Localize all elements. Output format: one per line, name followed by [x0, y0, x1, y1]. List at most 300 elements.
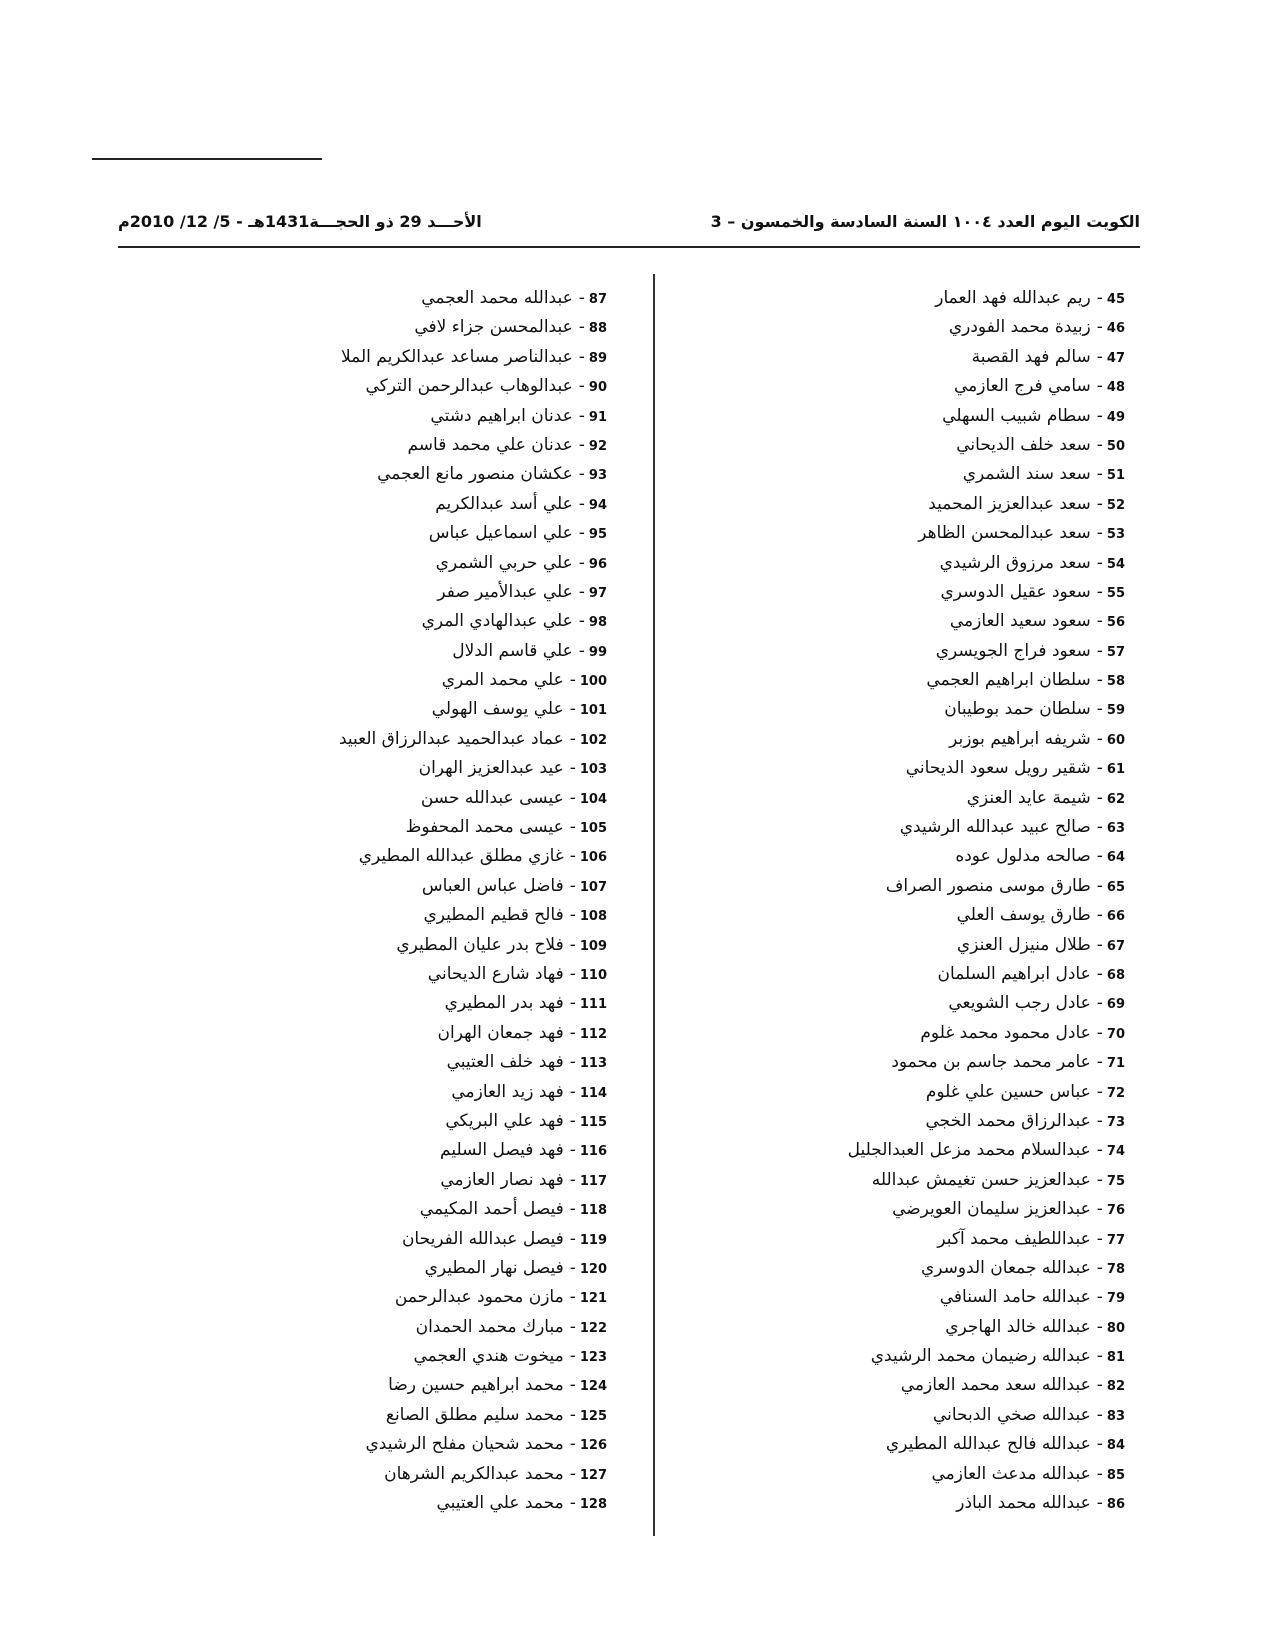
entry-name: عبداللطيف محمد آكبر: [937, 1228, 1091, 1249]
list-item: [685, 1019, 1125, 1048]
entry-dash: -: [569, 670, 576, 691]
list-item: [207, 1107, 607, 1136]
list-item: [207, 549, 607, 578]
entry-dash: -: [569, 1022, 576, 1043]
entry-dash: -: [1096, 728, 1103, 749]
entry-dash: -: [1096, 993, 1103, 1014]
entry-dash: -: [1096, 1199, 1103, 1220]
list-item: [207, 754, 607, 783]
list-item: [207, 960, 607, 989]
entry-name: عبدالمحسن جزاء لافي: [414, 317, 573, 338]
list-item: [207, 607, 607, 636]
entry-dash: -: [569, 1493, 576, 1514]
entry-name: زبيدة محمد الفودري: [948, 317, 1091, 338]
entry-name: سلطان حمد بوطيبان: [944, 699, 1091, 720]
entry-number: 75: [1106, 1173, 1125, 1189]
entry-name: ريم عبدالله فهد العمار: [935, 288, 1091, 308]
entry-name: فيصل عبدالله الفريحان: [401, 1228, 564, 1249]
entry-number: 121: [579, 1291, 607, 1307]
entry-name: عبدالله فالح عبدالله المطيري: [885, 1434, 1091, 1455]
entry-name: عبدالعزيز سليمان العويرضي: [892, 1199, 1091, 1220]
entry-dash: -: [1096, 787, 1103, 808]
list-item: [685, 1430, 1125, 1459]
entry-dash: -: [578, 581, 585, 602]
entry-dash: -: [569, 1316, 576, 1337]
entry-name: محمد ابراهيم حسين رضا: [388, 1375, 564, 1396]
entry-number: 78: [1106, 1261, 1125, 1277]
entry-dash: -: [1096, 1434, 1103, 1455]
list-item: [685, 607, 1125, 636]
list-item: [685, 1107, 1125, 1136]
entry-dash: -: [1096, 1169, 1103, 1190]
list-item: [685, 402, 1125, 431]
top-decorative-rule: [92, 158, 322, 160]
entry-number: 93: [588, 468, 607, 484]
entry-dash: -: [1096, 611, 1103, 632]
entry-dash: -: [1096, 1375, 1103, 1396]
entry-dash: -: [569, 1140, 576, 1161]
entry-number: 77: [1106, 1232, 1125, 1248]
entry-number: 100: [579, 674, 607, 690]
list-item: [207, 460, 607, 489]
list-item: [685, 901, 1125, 930]
list-item: [685, 813, 1125, 842]
entry-dash: -: [1096, 1287, 1103, 1308]
entry-dash: -: [569, 1404, 576, 1425]
entry-number: 111: [579, 997, 607, 1013]
entry-number: 117: [579, 1173, 607, 1189]
list-item: [685, 1313, 1125, 1342]
entry-name: عبدالعزيز حسن تغيمش عبدالله: [871, 1169, 1091, 1190]
entry-dash: -: [569, 728, 576, 749]
column-divider: [653, 274, 655, 1536]
list-item: [685, 1078, 1125, 1107]
entry-dash: -: [1096, 1346, 1103, 1367]
entry-number: 70: [1106, 1026, 1125, 1042]
list-item: [685, 1136, 1125, 1165]
list-item: [685, 960, 1125, 989]
entry-number: 95: [588, 527, 607, 543]
list-item: [207, 578, 607, 607]
entry-name: سعد عبدالمحسن الظاهر: [918, 523, 1091, 544]
entry-number: 91: [588, 409, 607, 425]
entry-dash: -: [569, 993, 576, 1014]
list-item: [685, 431, 1125, 460]
names-column-right: [685, 284, 1125, 1518]
entry-number: 114: [579, 1085, 607, 1101]
entry-dash: -: [1096, 963, 1103, 984]
list-item: [685, 490, 1125, 519]
entry-number: 98: [588, 615, 607, 631]
page-header: [118, 212, 1140, 240]
entry-name: سعود سعيد العازمي: [949, 611, 1091, 632]
list-item: [207, 813, 607, 842]
entry-name: عبدالله سعد محمد العازمي: [900, 1375, 1091, 1396]
entry-number: 49: [1106, 409, 1125, 425]
entry-number: 47: [1106, 350, 1125, 366]
entry-name: عبدالله جمعان الدوسري: [920, 1257, 1091, 1278]
entry-name: عادل محمود محمد غلوم: [920, 1022, 1091, 1043]
entry-name: محمد سليم مطلق الصانع: [385, 1404, 564, 1425]
entry-number: 66: [1106, 909, 1125, 925]
entry-dash: -: [1096, 1257, 1103, 1278]
entry-name: سعد مرزوق الرشيدي: [939, 552, 1091, 573]
entry-dash: -: [569, 1434, 576, 1455]
list-item: [207, 1401, 607, 1430]
entry-dash: -: [1096, 376, 1103, 397]
entry-name: فالح قطيم المطيري: [423, 905, 564, 926]
entry-name: مبارك محمد الحمدان: [415, 1316, 564, 1337]
entry-name: طارق موسى منصور الصراف: [885, 875, 1091, 896]
entry-name: سلطان ابراهيم العجمي: [926, 670, 1091, 691]
entry-name: فهد جمعان الهران: [437, 1022, 564, 1043]
list-item: [207, 1166, 607, 1195]
entry-dash: -: [569, 934, 576, 955]
entry-name: سعد سند الشمري: [962, 464, 1091, 485]
entry-name: فاضل عباس العباس: [421, 875, 564, 896]
list-item: [207, 313, 607, 342]
list-item: [207, 1430, 607, 1459]
entry-number: 90: [588, 380, 607, 396]
entry-dash: -: [1096, 1081, 1103, 1102]
entry-dash: -: [1096, 552, 1103, 573]
entry-dash: -: [569, 846, 576, 867]
entry-dash: -: [578, 288, 585, 308]
entry-dash: -: [1096, 317, 1103, 338]
entry-dash: -: [1096, 905, 1103, 926]
entry-dash: -: [1096, 758, 1103, 779]
entry-number: 50: [1106, 438, 1125, 454]
list-item: [685, 784, 1125, 813]
entry-name: مازن محمود عبدالرحمن: [394, 1287, 564, 1308]
list-item: [207, 284, 607, 313]
entry-name: شيمة عايد العنزي: [966, 787, 1091, 808]
list-item: [685, 1371, 1125, 1400]
entry-dash: -: [578, 611, 585, 632]
list-item: [207, 1195, 607, 1224]
entry-name: فلاح بدر عليان المطيري: [396, 934, 564, 955]
entry-name: محمد عبدالكريم الشرهان: [384, 1463, 564, 1484]
list-item: [207, 695, 607, 724]
entry-dash: -: [569, 1169, 576, 1190]
entry-number: 72: [1106, 1085, 1125, 1101]
entry-dash: -: [1096, 1022, 1103, 1043]
entry-dash: -: [569, 1110, 576, 1131]
list-item: [685, 1254, 1125, 1283]
entry-name: سعود عقيل الدوسري: [940, 581, 1091, 602]
entry-number: 127: [579, 1467, 607, 1483]
entry-name: علي عبدالأمير صفر: [437, 581, 573, 602]
entry-dash: -: [1096, 670, 1103, 691]
list-item: [685, 519, 1125, 548]
entry-name: فيصل أحمد المكيمي: [419, 1199, 564, 1220]
entry-number: 112: [579, 1026, 607, 1042]
entry-dash: -: [1096, 640, 1103, 661]
entry-name: عبدالله محمد الباذر: [956, 1493, 1091, 1514]
entry-name: عماد عبدالحميد عبدالرزاق العبيد: [338, 728, 564, 749]
entry-dash: -: [569, 875, 576, 896]
entry-dash: -: [569, 963, 576, 984]
entry-dash: -: [569, 1199, 576, 1220]
entry-number: 54: [1106, 556, 1125, 572]
entry-dash: -: [578, 376, 585, 397]
list-item: [685, 313, 1125, 342]
entry-name: صالح عبيد عبدالله الرشيدي: [899, 817, 1091, 838]
entry-dash: -: [1096, 288, 1103, 308]
entry-number: 84: [1106, 1438, 1125, 1454]
entry-dash: -: [1096, 1493, 1103, 1514]
entry-number: 118: [579, 1203, 607, 1219]
entry-number: 55: [1106, 585, 1125, 601]
entry-number: 76: [1106, 1203, 1125, 1219]
entry-dash: -: [578, 434, 585, 455]
entry-dash: -: [569, 1287, 576, 1308]
entry-dash: -: [569, 1081, 576, 1102]
entry-number: 53: [1106, 527, 1125, 543]
entry-name: فيصل نهار المطيري: [424, 1257, 564, 1278]
entry-number: 101: [579, 703, 607, 719]
entry-number: 79: [1106, 1291, 1125, 1307]
entry-number: 60: [1106, 732, 1125, 748]
entry-number: 57: [1106, 644, 1125, 660]
entry-dash: -: [1096, 1463, 1103, 1484]
entry-number: 99: [588, 644, 607, 660]
entry-number: 63: [1106, 821, 1125, 837]
entry-name: فهد بدر المطيري: [444, 993, 564, 1014]
entry-number: 94: [588, 497, 607, 513]
entry-name: عبدالله محمد العجمي: [421, 288, 573, 308]
entry-dash: -: [1096, 1316, 1103, 1337]
entry-number: 82: [1106, 1379, 1125, 1395]
entry-dash: -: [1096, 846, 1103, 867]
entry-name: فهد نصار العازمي: [440, 1169, 564, 1190]
entry-number: 106: [579, 850, 607, 866]
entry-name: شريفه ابراهيم بوزبر: [949, 728, 1091, 749]
entry-number: 58: [1106, 674, 1125, 690]
entry-name: فهد زيد العازمي: [451, 1081, 564, 1102]
gazette-date-label: الأحـــد 29 ذو الحجـــة1431هـ - 5/ 12/ 2010م: [118, 212, 482, 231]
entry-dash: -: [1096, 405, 1103, 426]
entry-number: 115: [579, 1114, 607, 1130]
entry-dash: -: [578, 346, 585, 367]
entry-name: عبدالله مدعث العازمي: [931, 1463, 1091, 1484]
entry-number: 124: [579, 1379, 607, 1395]
list-item: [685, 1225, 1125, 1254]
list-item: [685, 842, 1125, 871]
entry-number: 73: [1106, 1114, 1125, 1130]
entry-dash: -: [578, 405, 585, 426]
list-item: [685, 695, 1125, 724]
list-item: [207, 637, 607, 666]
entry-name: علي يوسف الهولي: [431, 699, 564, 720]
entry-number: 109: [579, 938, 607, 954]
list-item: [685, 372, 1125, 401]
entry-number: 56: [1106, 615, 1125, 631]
entry-name: فهاد شارع الديحاني: [427, 963, 564, 984]
entry-dash: -: [569, 1257, 576, 1278]
entry-dash: -: [578, 493, 585, 514]
entry-name: طلال منيزل العنزي: [956, 934, 1091, 955]
entry-dash: -: [578, 552, 585, 573]
entry-name: سامي فرج العازمي: [954, 376, 1091, 397]
entry-dash: -: [1096, 523, 1103, 544]
entry-number: 97: [588, 585, 607, 601]
entry-number: 65: [1106, 879, 1125, 895]
entry-dash: -: [569, 787, 576, 808]
list-item: [207, 1136, 607, 1165]
entry-dash: -: [578, 640, 585, 661]
list-item: [207, 989, 607, 1018]
entry-name: عباس حسين علي غلوم: [925, 1081, 1091, 1102]
entry-number: 119: [579, 1232, 607, 1248]
entry-name: علي اسماعيل عباس: [428, 523, 573, 544]
entry-dash: -: [1096, 875, 1103, 896]
list-item: [207, 1313, 607, 1342]
entry-name: علي عبدالهادي المري: [421, 611, 573, 632]
entry-number: 125: [579, 1408, 607, 1424]
entry-number: 52: [1106, 497, 1125, 513]
entry-number: 89: [588, 350, 607, 366]
entry-number: 69: [1106, 997, 1125, 1013]
entry-number: 61: [1106, 762, 1125, 778]
list-item: [207, 1283, 607, 1312]
entry-dash: -: [569, 1375, 576, 1396]
entry-name: شقير رويل سعود الديحاني: [905, 758, 1091, 779]
entry-dash: -: [578, 317, 585, 338]
entry-number: 92: [588, 438, 607, 454]
entry-number: 107: [579, 879, 607, 895]
entry-name: عيسى عبدالله حسن: [420, 787, 564, 808]
list-item: [207, 1254, 607, 1283]
entry-name: عبدالرزاق محمد الخجي: [925, 1110, 1091, 1131]
entry-number: 86: [1106, 1497, 1125, 1513]
list-item: [685, 1166, 1125, 1195]
entry-name: غازي مطلق عبدالله المطيري: [358, 846, 564, 867]
entry-number: 116: [579, 1144, 607, 1160]
list-item: [207, 725, 607, 754]
list-item: [207, 1225, 607, 1254]
entry-dash: -: [1096, 434, 1103, 455]
entry-name: ميخوت هندي العجمي: [413, 1346, 564, 1367]
list-item: [207, 1048, 607, 1077]
list-item: [685, 872, 1125, 901]
entry-number: 59: [1106, 703, 1125, 719]
entry-name: عيسى محمد المحفوظ: [405, 817, 564, 838]
entry-dash: -: [1096, 817, 1103, 838]
list-item: [685, 460, 1125, 489]
entry-number: 71: [1106, 1056, 1125, 1072]
entry-number: 113: [579, 1056, 607, 1072]
entry-number: 128: [579, 1497, 607, 1513]
entry-name: سعد خلف الديحاني: [956, 434, 1091, 455]
entry-name: سعود فراج الجويسري: [935, 640, 1091, 661]
list-item: [685, 1048, 1125, 1077]
entry-dash: -: [569, 758, 576, 779]
entry-name: فهد خلف العتيبي: [446, 1052, 564, 1073]
entry-number: 74: [1106, 1144, 1125, 1160]
list-item: [685, 725, 1125, 754]
entry-dash: -: [569, 1463, 576, 1484]
list-item: [207, 1078, 607, 1107]
entry-number: 110: [579, 967, 607, 983]
list-item: [685, 1489, 1125, 1518]
entry-number: 67: [1106, 938, 1125, 954]
entry-number: 80: [1106, 1320, 1125, 1336]
list-item: [685, 578, 1125, 607]
entry-name: فهد علي البريكي: [445, 1110, 564, 1131]
entry-name: عبدالناصر مساعد عبدالكريم الملا: [341, 346, 573, 367]
list-item: [207, 842, 607, 871]
entry-number: 48: [1106, 380, 1125, 396]
entry-name: محمد علي العتيبي: [436, 1493, 564, 1514]
entry-dash: -: [578, 523, 585, 544]
entry-name: عيد عبدالعزيز الهران: [418, 758, 564, 779]
list-item: [207, 1371, 607, 1400]
entry-number: 102: [579, 732, 607, 748]
entry-name: علي قاسم الدلال: [452, 640, 573, 661]
entry-number: 81: [1106, 1350, 1125, 1366]
list-item: [207, 372, 607, 401]
entry-number: 104: [579, 791, 607, 807]
entry-name: علي أسد عبدالكريم: [435, 493, 573, 514]
entry-number: 45: [1106, 292, 1125, 307]
list-item: [685, 284, 1125, 313]
entry-number: 123: [579, 1350, 607, 1366]
entry-dash: -: [569, 1228, 576, 1249]
entry-name: عادل ابراهيم السلمان: [937, 963, 1091, 984]
list-item: [207, 343, 607, 372]
list-item: [207, 402, 607, 431]
entry-name: فهد فيصل السليم: [440, 1140, 564, 1161]
entry-number: 64: [1106, 850, 1125, 866]
entry-name: عبدالوهاب عبدالرحمن التركي: [365, 376, 573, 397]
entry-dash: -: [1096, 346, 1103, 367]
list-item: [685, 931, 1125, 960]
entry-number: 126: [579, 1438, 607, 1454]
entry-name: سعد عبدالعزيز المحميد: [928, 493, 1091, 514]
entry-name: عكشان منصور مانع العجمي: [377, 464, 573, 485]
list-item: [207, 872, 607, 901]
entry-name: طارق يوسف العلي: [956, 905, 1091, 926]
list-item: [207, 519, 607, 548]
list-item: [685, 1401, 1125, 1430]
entry-dash: -: [569, 1346, 576, 1367]
gazette-issue-label: الكويت اليوم العدد ١٠٠٤ السنة السادسة والخمسون – 3: [710, 212, 1140, 231]
entry-number: 88: [588, 321, 607, 337]
list-item: [207, 666, 607, 695]
list-item: [207, 1342, 607, 1371]
list-item: [207, 1460, 607, 1489]
list-item: [207, 431, 607, 460]
entry-number: 83: [1106, 1408, 1125, 1424]
entry-dash: -: [569, 817, 576, 838]
entry-dash: -: [569, 905, 576, 926]
list-item: [207, 931, 607, 960]
entry-name: سطام شبيب السهلي: [942, 405, 1091, 426]
entry-dash: -: [1096, 1228, 1103, 1249]
list-item: [207, 1019, 607, 1048]
entry-number: 51: [1106, 468, 1125, 484]
entry-name: عدنان ابراهيم دشتي: [430, 405, 573, 426]
entry-name: عبدالله خالد الهاجري: [945, 1316, 1091, 1337]
entry-dash: -: [1096, 493, 1103, 514]
entry-name: عامر محمد جاسم بن محمود: [891, 1052, 1091, 1073]
entry-dash: -: [1096, 1140, 1103, 1161]
header-divider: [118, 246, 1140, 248]
list-item: [207, 1489, 607, 1518]
entry-number: 120: [579, 1261, 607, 1277]
list-item: [685, 549, 1125, 578]
